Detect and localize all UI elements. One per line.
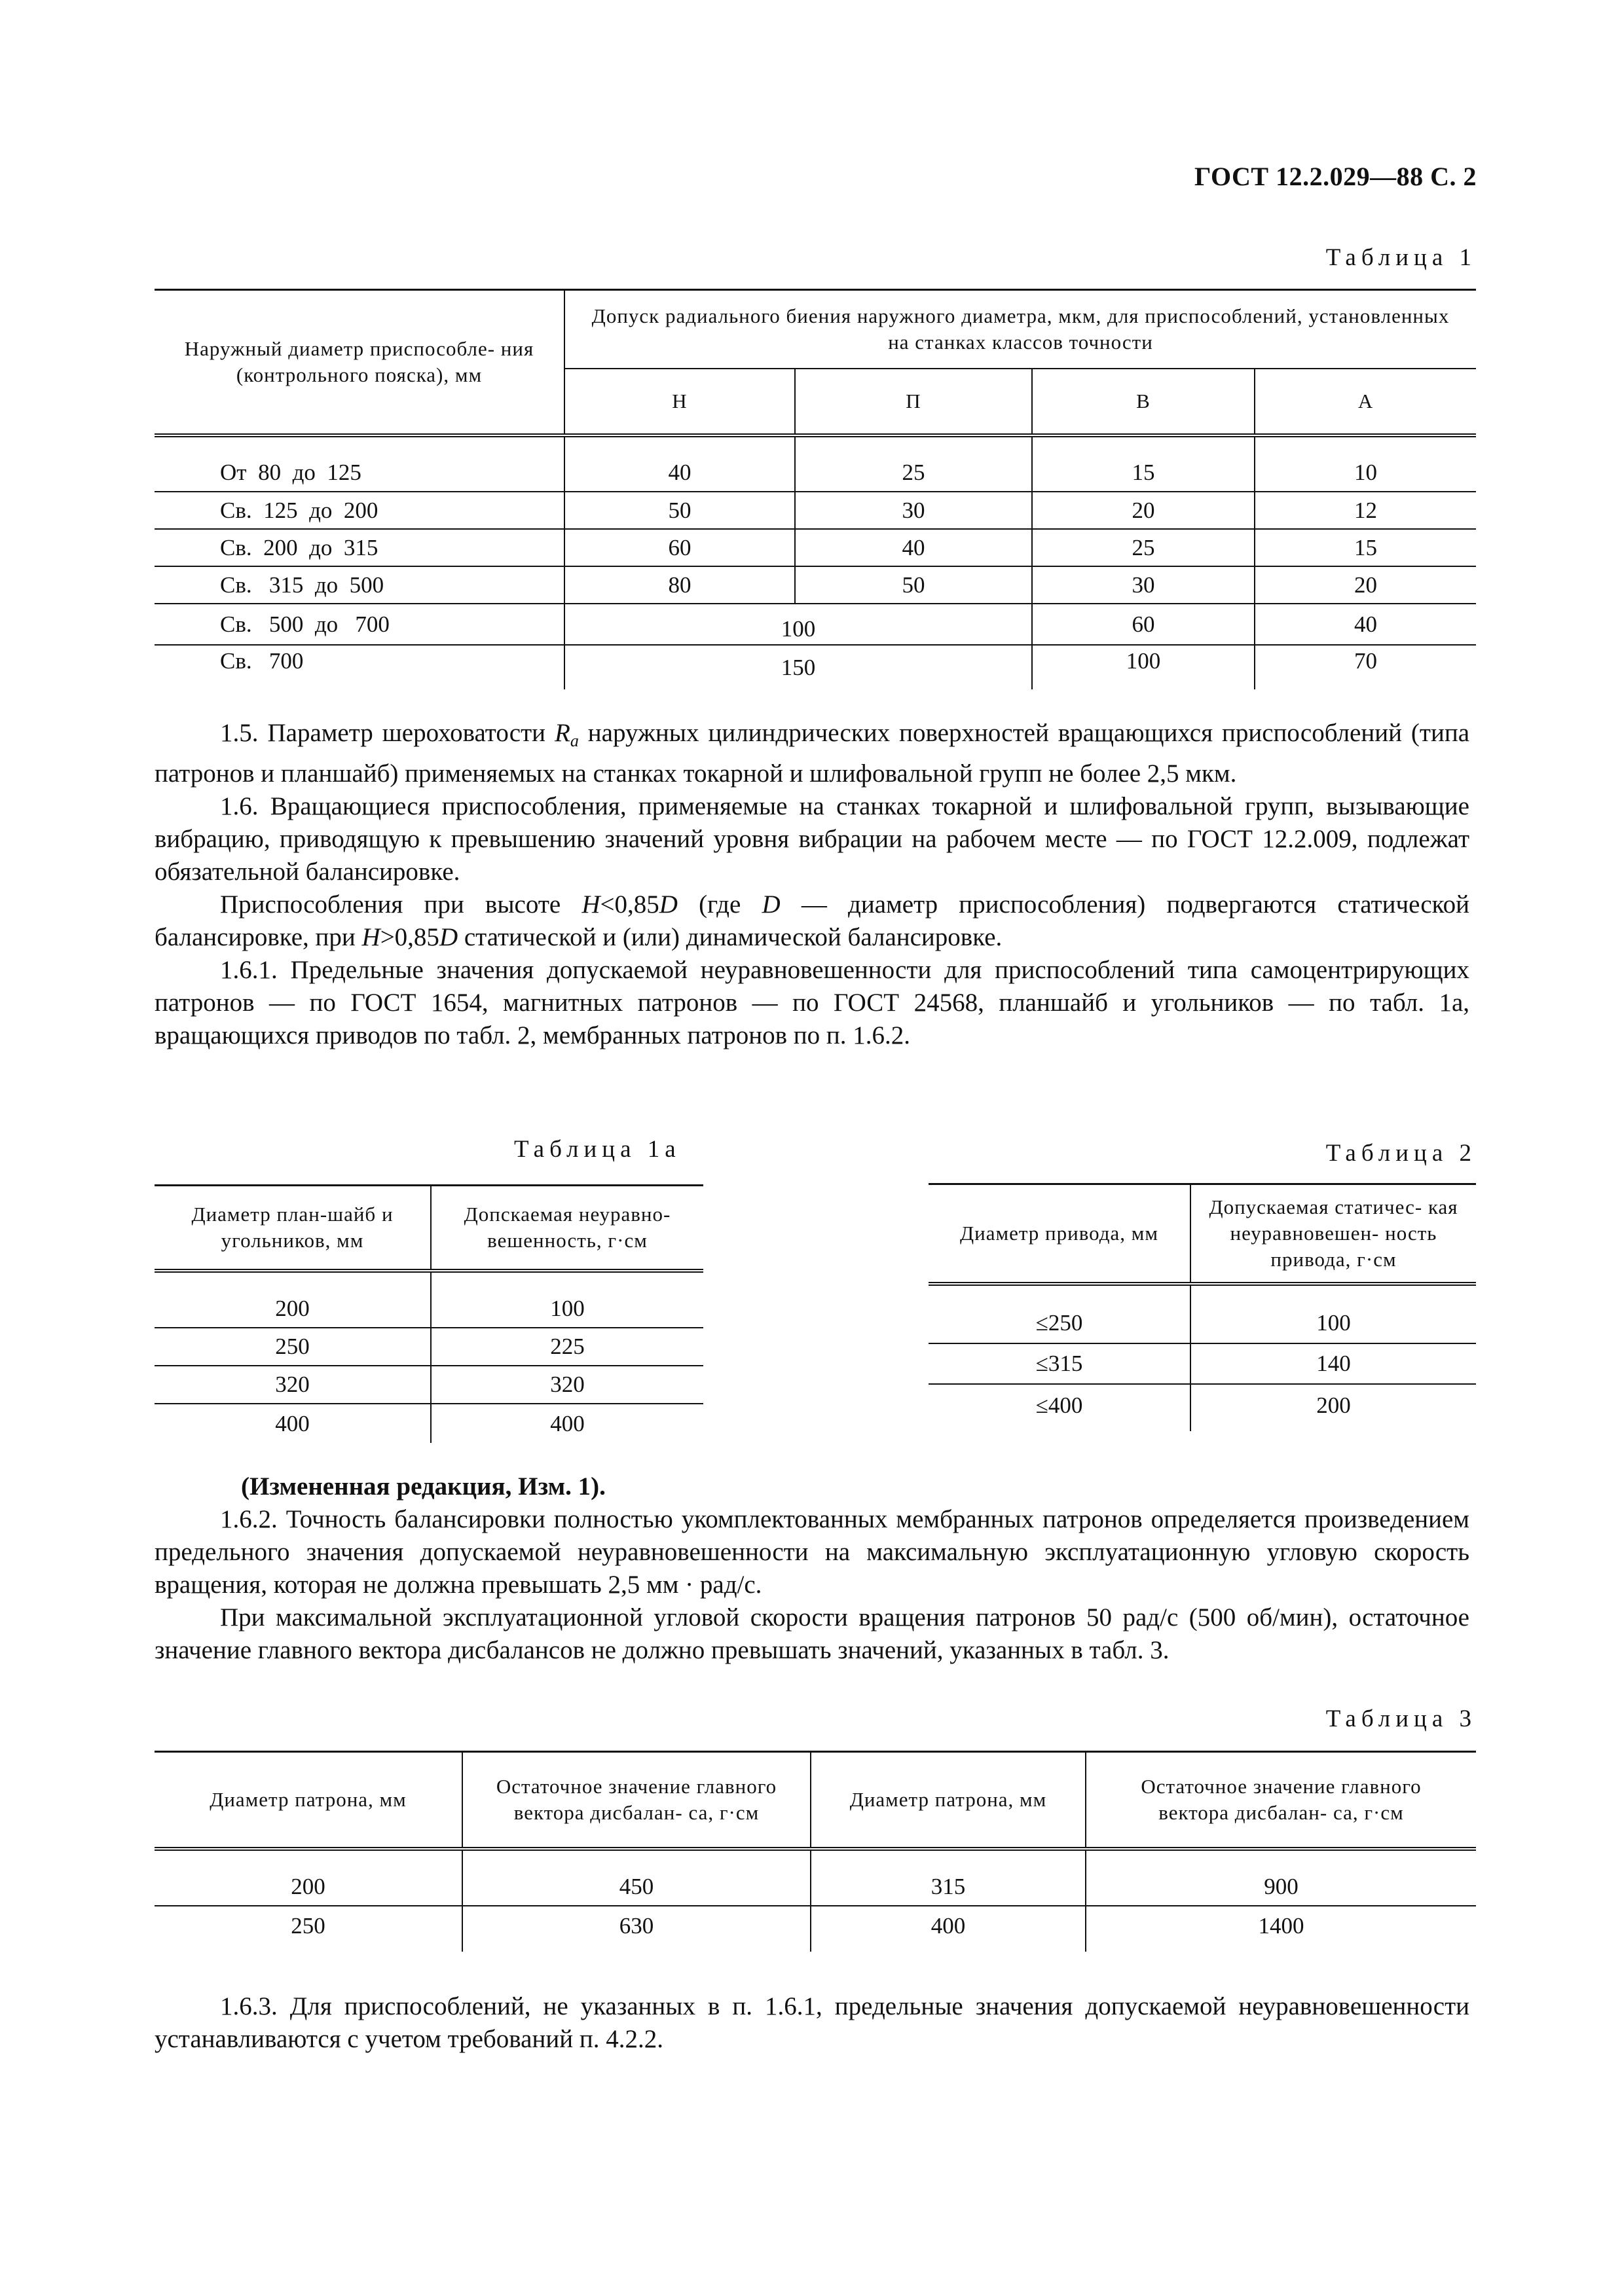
- table1-header-tolerance: Допуск радиального биения наружного диаметра, мкм, для приспособлений, установленных на станках классов точности: [564, 290, 1476, 369]
- table1a: [155, 1184, 703, 1443]
- edit-note: (Измененная редакция, Изм. 1).: [241, 1472, 606, 1501]
- table-row: [929, 1303, 1476, 1343]
- paragraph-1-6: 1.6. Вращающиеся приспособления, применяемые на станках токарной и шлифовальной групп, вызывающие вибрацию, приводящую к превышению значений уровня вибрации на рабочем месте — по ГОСТ 12.2.009, подлежат обязательной балансировке.: [155, 792, 1469, 886]
- table1-cell: 20: [1032, 492, 1255, 529]
- paragraph-1-6-2-speed: При максимальной эксплуатационной угловой скорости вращения патронов 50 рад/с (500 об/мин), остаточное значение главного вектора дисбалансов не должно превышать значений, указанных в табл. 3.: [155, 1603, 1469, 1664]
- table1-cell: 25: [795, 454, 1032, 492]
- table2-header-diameter: Диаметр привода, мм: [929, 1184, 1190, 1285]
- table-row: [155, 1328, 703, 1366]
- table1a-cell: 400: [550, 1410, 585, 1436]
- table3-cell: 900: [1086, 1868, 1476, 1906]
- table-row: [155, 1404, 703, 1443]
- table2-cell: ≤250: [929, 1303, 1190, 1343]
- table1-row-label: Св. 200 до 315: [155, 529, 564, 566]
- table1-header-class-n: Н: [564, 369, 795, 435]
- table1-cell: 60: [564, 529, 795, 566]
- text-block-2: [155, 1470, 1469, 1667]
- table1-header-class-p: П: [795, 369, 1032, 435]
- table1a-header-diameter: Диаметр план-шайб и угольников, мм: [155, 1186, 431, 1271]
- text-block-3: [155, 1990, 1469, 2056]
- table1-cell: 15: [1255, 529, 1476, 566]
- table1-cell: 15: [1032, 454, 1255, 492]
- table3-caption: Таблица 3: [1325, 1705, 1477, 1732]
- table1-caption: Таблица 1: [1325, 244, 1477, 271]
- table1-cell: 40: [1255, 604, 1476, 645]
- table1-cell: 60: [1032, 604, 1255, 645]
- table3-cell: 250: [155, 1906, 462, 1952]
- table1-cell: 80: [564, 566, 795, 604]
- table3-header-diameter-2: Диаметр патрона, мм: [811, 1752, 1086, 1850]
- table1-row-label: Св. 315 до 500: [155, 566, 564, 604]
- table1a-cell: 200: [155, 1290, 431, 1328]
- table1a-cell: 400: [155, 1404, 431, 1443]
- table3-cell: 400: [811, 1906, 1086, 1952]
- table1: [155, 289, 1476, 689]
- table1a-header-imbalance: Допскаемая неуравно- вешенность, г·см: [431, 1186, 703, 1271]
- table3-cell: 1400: [1258, 1913, 1304, 1939]
- table-row: [155, 645, 1476, 689]
- table1a-caption: Таблица 1а: [514, 1136, 681, 1163]
- text-block-1: [155, 717, 1469, 1052]
- table-row: [155, 1290, 703, 1328]
- table1-cell: 40: [564, 454, 795, 492]
- paragraph-1-5: 1.5. Параметр шероховатости $R_a$ наружных цилиндрических поверхностей вращающихся приспособлений (типа патронов и планшайб) применяемых на станках токарной и шлифовальной групп не более 2,5 мкм.: [155, 719, 1470, 788]
- table3-header-diameter-1: Диаметр патрона, мм: [155, 1752, 462, 1850]
- table1a-cell: 250: [155, 1328, 431, 1366]
- table-row: [155, 1366, 703, 1404]
- table1-cell: 50: [564, 492, 795, 529]
- table3-cell: 630: [462, 1906, 811, 1952]
- table1a-cell: 320: [431, 1366, 703, 1404]
- table3-cell: 315: [811, 1868, 1086, 1906]
- table-row: [929, 1384, 1476, 1431]
- table3: [155, 1751, 1476, 1952]
- table1-cell: 40: [795, 529, 1032, 566]
- table-row: [929, 1343, 1476, 1384]
- paragraph-1-6-3: 1.6.3. Для приспособлений, не указанных в п. 1.6.1, предельные значения допускаемой неуравновешенности устанавливаются с учетом требований п. 4.2.2.: [155, 1992, 1469, 2053]
- table-row: [155, 566, 1476, 604]
- table1a-cell: 320: [155, 1366, 431, 1404]
- table-row: [155, 454, 1476, 492]
- table-row: [155, 604, 1476, 645]
- page-header: ГОСТ 12.2.029—88 С. 2: [1194, 162, 1477, 191]
- table1-cell: 30: [1032, 566, 1255, 604]
- table1-cell-merged: 150: [564, 645, 1032, 689]
- table1-cell-merged: 100: [564, 604, 1032, 645]
- table1-cell: 25: [1032, 529, 1255, 566]
- table2-cell: ≤400: [929, 1384, 1190, 1431]
- table1a-cell: 100: [431, 1290, 703, 1328]
- table1-cell: 70: [1354, 648, 1378, 674]
- table1-cell: 100: [1032, 645, 1255, 689]
- table2-cell: ≤315: [929, 1343, 1190, 1384]
- table2-cell: 140: [1190, 1343, 1476, 1384]
- table2-caption: Таблица 2: [1325, 1140, 1477, 1167]
- paragraph-1-6-1: 1.6.1. Предельные значения допускаемой неуравновешенности для приспособлений типа самоцентрирующих патронов — по ГОСТ 1654, магнитных патронов — по ГОСТ 24568, планшайб и угольников — по табл. 1а, вращающихся приводов по табл. 2, мембранных патронов по п. 1.6.2.: [155, 956, 1469, 1049]
- table1-header-diameter: Наружный диаметр приспособле- ния (контрольного пояска), мм: [155, 290, 564, 436]
- table-row: [155, 1906, 1476, 1952]
- table1-cell: 30: [795, 492, 1032, 529]
- table3-cell: 200: [155, 1868, 462, 1906]
- paragraph-1-6-balancing: Приспособления при высоте H<0,85D (где D — диаметр приспособления) подвергаются статической балансировке, при H>0,85D статической и (или) динамической балансировке.: [155, 890, 1470, 951]
- table1-row-label: Св. 500 до 700: [155, 604, 564, 645]
- table1-cell: 50: [795, 566, 1032, 604]
- table2-header-imbalance: Допускаемая статичес- кая неуравновешен- ность привода, г·см: [1190, 1184, 1476, 1285]
- table1-header-class-a: А: [1255, 369, 1476, 435]
- table1-row-label: Св. 125 до 200: [155, 492, 564, 529]
- table2-cell: 200: [1316, 1393, 1351, 1418]
- table3-header-residual-2: Остаточное значение главного вектора дисбалан- са, г·см: [1086, 1752, 1476, 1850]
- table-row: [155, 492, 1476, 529]
- table2-cell: 100: [1190, 1303, 1476, 1343]
- table1a-cell: 225: [431, 1328, 703, 1366]
- table3-cell: 450: [462, 1868, 811, 1906]
- table3-header-residual-1: Остаточное значение главного вектора дисбалан- са, г·см: [462, 1752, 811, 1850]
- paragraph-1-6-2: 1.6.2. Точность балансировки полностью укомплектованных мембранных патронов определяется произведением предельного значения допускаемой неуравновешенности на максимальную эксплуатационную угловую скорость вращения, которая не должна превышать 2,5 мм · рад/с.: [155, 1505, 1469, 1599]
- table1-row-label: От 80 до 125: [155, 454, 564, 492]
- table-row: [155, 529, 1476, 566]
- table2: [929, 1183, 1476, 1431]
- table1-row-label: Св. 700: [155, 645, 564, 689]
- table1-header-class-v: В: [1032, 369, 1255, 435]
- table1-cell: 20: [1255, 566, 1476, 604]
- table-row: [155, 1868, 1476, 1906]
- table1-cell: 12: [1255, 492, 1476, 529]
- table1-cell: 10: [1255, 454, 1476, 492]
